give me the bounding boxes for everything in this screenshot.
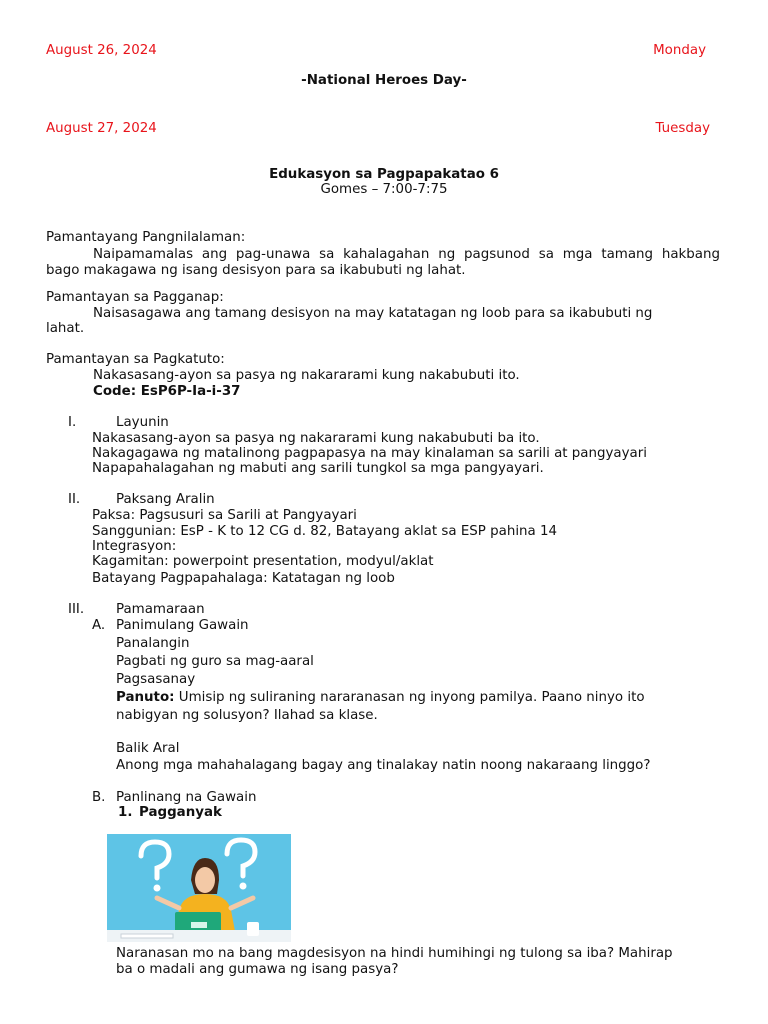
thinking-woman-photo xyxy=(107,834,291,942)
objective-item: Nakagagawa ng matalinong pagpapasya na may kinalaman sa sarili at pangyayari xyxy=(92,446,647,461)
preliminary-item: Pagbati ng guro sa mag-aaral xyxy=(116,654,314,669)
panuto-text: Umisip ng suliraning nararanasan ng inyong pamilya. Paano ninyo ito xyxy=(174,690,645,705)
performance-standard-line-2: lahat. xyxy=(46,321,85,336)
motivation-title: Pagganyak xyxy=(139,805,222,820)
subject-matter-item: Sanggunian: EsP - K to 12 CG d. 82, Batayang aklat sa ESP pahina 14 xyxy=(92,524,558,539)
subject-schedule: Gomes – 7:00-7:75 xyxy=(320,182,448,197)
subject-matter-item: Batayang Pagpapahalaga: Katatagan ng loob xyxy=(92,571,395,586)
holiday-title: -National Heroes Day- xyxy=(301,73,467,88)
panuto-line-1 xyxy=(116,690,645,706)
motivation-number: 1. xyxy=(118,805,133,820)
panuto-line-2: nabigyan ng solusyon? Ilahad sa klase. xyxy=(116,708,378,723)
content-standard-line-1: Naipamamalas ang pag-unawa sa kahalagahan ng pagsunod sa mga tamang hakbang xyxy=(93,247,720,262)
day-2: Tuesday xyxy=(655,121,710,136)
review-title: Balik Aral xyxy=(116,741,180,756)
date-1: August 26, 2024 xyxy=(46,43,157,58)
date-2: August 27, 2024 xyxy=(46,121,157,136)
part-a-title: Panimulang Gawain xyxy=(116,618,249,633)
day-1: Monday xyxy=(653,43,706,58)
section-3-number: III. xyxy=(68,602,85,617)
subject-matter-item: Paksa: Pagsusuri sa Sarili at Pangyayari xyxy=(92,508,357,523)
part-b-title: Panlinang na Gawain xyxy=(116,790,257,805)
performance-standard-line-1: Naisasagawa ang tamang desisyon na may katatagan ng loob para sa ikabubuti ng xyxy=(93,306,653,321)
section-2-number: II. xyxy=(68,492,81,507)
objective-item: Napapahalagahan ng mabuti ang sarili tungkol sa mga pangyayari. xyxy=(92,461,544,476)
part-a-letter: A. xyxy=(92,618,106,633)
section-2-title: Paksang Aralin xyxy=(116,492,215,507)
section-3-title: Pamamaraan xyxy=(116,602,205,617)
section-1-title: Layunin xyxy=(116,415,169,430)
part-b-letter: B. xyxy=(92,790,106,805)
competency-text: Nakasasang-ayon sa pasya ng nakararami kung nakabubuti ito. xyxy=(93,368,520,383)
panuto-label: Panuto: xyxy=(116,690,175,705)
content-standard-line-2: bago makagawa ng isang desisyon para sa ikabubuti ng lahat. xyxy=(46,263,466,278)
review-question: Anong mga mahahalagang bagay ang tinalakay natin noong nakaraang linggo? xyxy=(116,758,651,773)
performance-standard-heading: Pamantayan sa Pagganap: xyxy=(46,290,224,305)
section-1-number: I. xyxy=(68,415,77,430)
subject-matter-item: Kagamitan: powerpoint presentation, modyul/aklat xyxy=(92,554,434,569)
preliminary-item: Pagsasanay xyxy=(116,672,196,687)
competency-code: Code: EsP6P-Ia-i-37 xyxy=(93,384,241,399)
content-standard-heading: Pamantayang Pangnilalaman: xyxy=(46,230,246,245)
motivation-question-line-2: ba o madali ang gumawa ng isang pasya? xyxy=(116,962,399,977)
motivation-question-line-1: Naranasan mo na bang magdesisyon na hindi humihingi ng tulong sa iba? Mahirap xyxy=(116,946,673,961)
objective-item: Nakasasang-ayon sa pasya ng nakararami kung nakabubuti ba ito. xyxy=(92,431,540,446)
preliminary-item: Panalangin xyxy=(116,636,190,651)
subject-matter-item: Integrasyon: xyxy=(92,539,177,554)
subject-title: Edukasyon sa Pagpapakatao 6 xyxy=(269,167,499,182)
competency-heading: Pamantayan sa Pagkatuto: xyxy=(46,352,225,367)
